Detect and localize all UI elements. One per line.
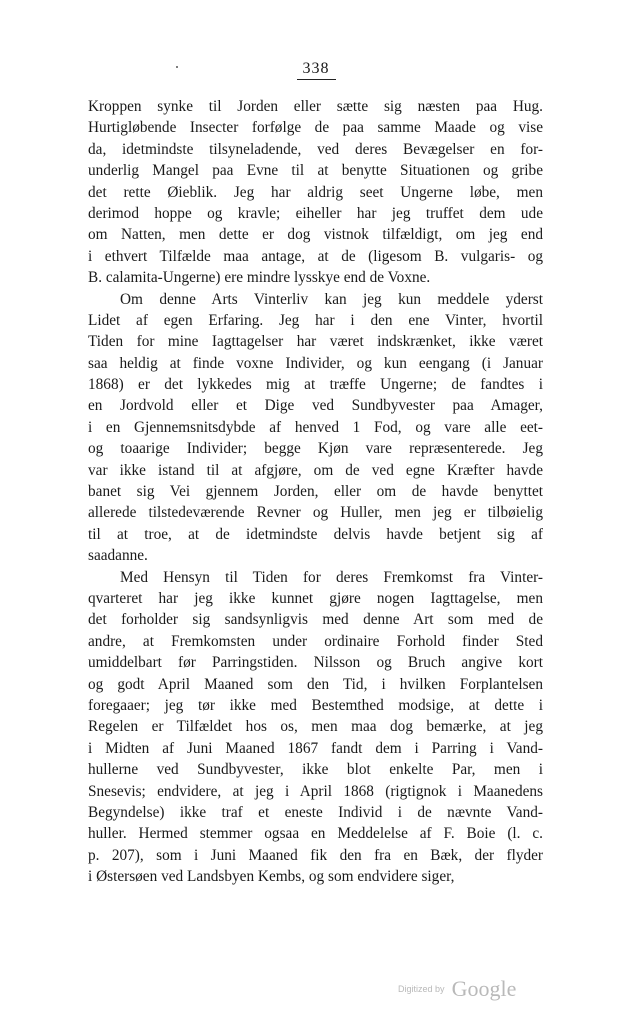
text-line: Begyndelse) ikke traf et eneste Individ i de nævnte Vand-: [88, 803, 543, 821]
text-line: banet sig Vei gjennem Jorden, eller om de havde benyttet: [88, 483, 543, 501]
text-line: Hurtigløbende Insecter forfølge de paa samme Maade og vise: [88, 119, 543, 137]
text-line: saa heldig at finde voxne Individer, og kun eengang (i Januar: [88, 354, 543, 372]
text-line: i Østersøen ved Landsbyen Kembs, og som endvidere siger,: [88, 868, 455, 886]
text-line: p. 207), som i Juni Maaned fik den fra en Bæk, der flyder: [88, 846, 543, 864]
text-line: i ethvert Tilfælde maa antage, at de (ligesom B. vulgaris- og: [88, 247, 543, 265]
text-line: og toaarige Individer; begge Kjøn vare repræsenterede. Jeg: [88, 440, 543, 458]
text-line: en Jordvold eller et Dige ved Sundbyvester paa Amager,: [88, 397, 543, 415]
text-line: B. calamita-Ungerne) ere mindre lysskye end de Voxne.: [88, 269, 431, 287]
text-line: var ikke istand til at afgjøre, om de ved egne Kræfter havde: [88, 461, 543, 479]
paragraph: [88, 96, 543, 289]
text-line: qvarteret har jeg ikke kunnet gjøre nogen Iagttagelse, men: [88, 589, 543, 607]
text-line: det forholder sig sandsynligvis med denne Art som med de: [88, 611, 543, 629]
text-line: da, idetmindste tilsyneladende, ved deres Bevægelser en for-: [88, 140, 543, 158]
text-line: om Natten, men dette er dog vistnok tilfældigt, om jeg end: [88, 226, 543, 244]
text-line: Kroppen synke til Jorden eller sætte sig næsten paa Hug.: [88, 98, 543, 115]
text-line: andre, at Fremkomsten under ordinaire Forhold finder Sted: [88, 632, 543, 650]
google-logo-text: Google: [451, 976, 517, 1001]
text-line: umiddelbart før Parringstiden. Nilsson og Bruch angive kort: [88, 654, 543, 672]
text-line: Snesevis; endvidere, at jeg i April 1868 (rigtignok i Maanedens: [88, 782, 543, 800]
page-number: [0, 60, 626, 80]
text-line: derimod hoppe og kravle; eiheller har jeg truffet dem ude: [88, 204, 543, 222]
text-line: 1868) er det lykkedes mig at træffe Ungerne; de fandtes i: [88, 376, 543, 394]
text-line: allerede tilstedeværende Revner og Huller, men jeg er tilbøielig: [88, 504, 543, 522]
text-line: underlig Mangel paa Evne til at benytte Situationen og gribe: [88, 162, 543, 180]
text-line: i Midten af Juni Maaned 1867 fandt dem i Parring i Vand-: [88, 739, 543, 757]
paragraph: [88, 289, 543, 567]
text-line: Om denne Arts Vinterliv kan jeg kun meddele yderst: [120, 290, 543, 308]
watermark-prefix: Digitized by: [398, 984, 445, 994]
text-line: det rette Øieblik. Jeg har aldrig seet Ungerne løbe, men: [88, 183, 543, 201]
text-line: Regelen er Tilfældet hos os, men maa dog bemærke, at jeg: [88, 718, 543, 736]
text-line: i en Gjennemsnitsdybde af henved 1 Fod, og vare alle eet-: [88, 418, 543, 436]
digitized-by-google-watermark: [398, 976, 516, 1002]
text-line: huller. Hermed stemmer ogsaa en Meddelelse af F. Boie (l. c.: [88, 825, 543, 843]
text-line: Med Hensyn til Tiden for deres Fremkomst fra Vinter-: [120, 568, 543, 586]
paragraph: [88, 567, 543, 888]
text-line: Tiden for mine Iagttagelser har været indskrænket, ikke været: [88, 333, 543, 351]
page-number-text: 338: [297, 60, 336, 80]
text-line: saadanne.: [88, 547, 148, 565]
body-text: [88, 96, 543, 887]
text-line: Lidet af egen Erfaring. Jeg har i den ene Vinter, hvortil: [88, 311, 543, 329]
text-line: foregaaer; jeg tør ikke med Bestemthed modsige, at dette i: [88, 696, 543, 714]
text-line: og godt April Maaned som den Tid, i hvilken Forplantelsen: [88, 675, 543, 693]
text-line: hullerne ved Sundbyvester, ikke blot enkelte Par, men i: [88, 761, 543, 779]
text-line: til at troe, at de idetmindste delvis havde betjent sig af: [88, 525, 543, 543]
